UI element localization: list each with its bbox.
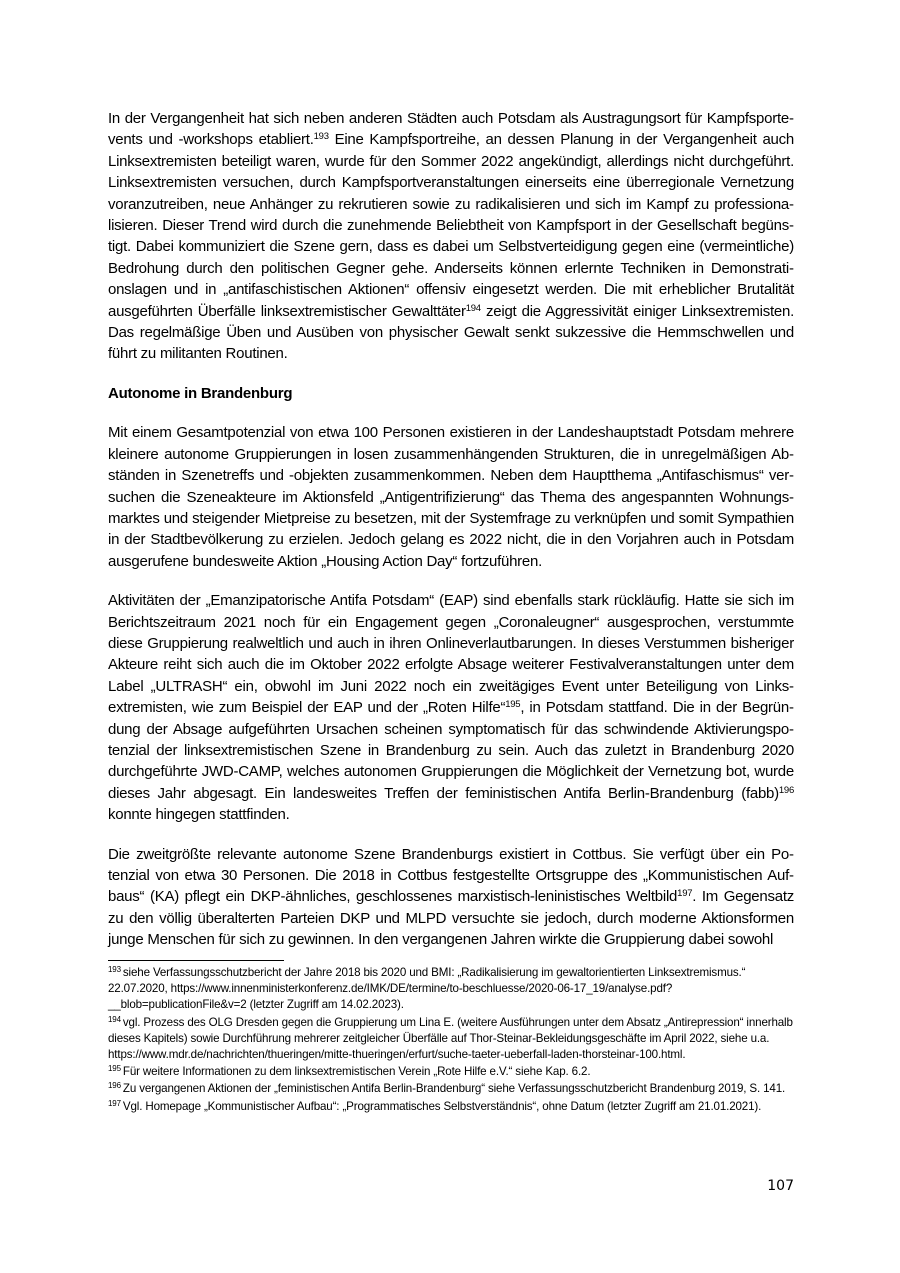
paragraph-text: zeigt die Aggressivität einiger Linksextremisten. Das regelmäßige Üben und Ausüben von physischer Gewalt senkt sukzessive die Hemmschwellen und führt zu militanten Routinen.	[108, 302, 794, 363]
paragraph-3	[108, 590, 794, 825]
footnote-ref-196[interactable]: 196	[778, 784, 794, 796]
paragraph-2: Mit einem Gesamtpotenzial von etwa 100 Personen existieren in der Landeshauptstadt Potsdam mehrere kleinere autonome Gruppierungen in losen zusammenhängenden Strukturen, die in unregelmäßigen Abständen in Szenetreffs und -objekten zusammenkommen. Neben dem Hauptthema „Antifaschismus“ versuchen die Szeneakteure im Aktionsfeld „Antigentrifizierung“ das Thema des angespannten Wohnungsmarktes und steigender Mietpreise zu besetzen, mit der Systemfrage zu verknüpfen und somit Sympathien in der Stadtbevölkerung zu erzielen. Jedoch gelang es 2022 nicht, die in den Vorjahren auch in Potsdam ausgerufene bundesweite Aktion „Housing Action Day“ fortzuführen.	[108, 424, 794, 570]
paragraph-text: konnte hingegen stattfinden.	[108, 806, 290, 824]
footnote-194	[108, 1015, 798, 1064]
footnote-number: 196	[108, 1081, 121, 1091]
paragraph-1	[108, 108, 794, 365]
paragraph-text: , in Potsdam stattfand. Die in der Begründung der Absage aufgeführten Ursachen scheinen symptomatisch für das schwindende Aktivierungspotenzial der linksextremistischen Szene in Brandenburg zu sein. Auch das zuletzt in Brandenburg 2020 durchgeführte JWD-CAMP, welches autonomen Gruppierungen die Möglichkeit der Vernetzung bot, wurde dieses Jahr abgesagt. Ein landesweites Treffen der feministischen Antifa Berlin-Brandenburg (fabb)	[108, 699, 794, 802]
footnote-text: siehe Verfassungsschutzbericht der Jahre 2018 bis 2020 und BMI: „Radikalisierung im gewaltorientierten Linksextremismus.“ 22.07.2020, https://www.innenministerkonferenz.de/IMK/DE/termine/to-beschluesse/2020-06-17_19/analyse.pdf?__blob=publicationFile&v=2 (letzter Zugriff am 14.02.2023).	[108, 966, 746, 1012]
section-heading: Autonome in Brandenburg	[108, 384, 293, 402]
footnote-number: 195	[108, 1064, 121, 1074]
footnote-193	[108, 965, 798, 1014]
footnote-197	[108, 1099, 798, 1115]
paragraph-text: In der Vergangenheit hat sich neben anderen Städten auch Potsdam als Austragungsort für Kampfsportevents und -workshops etabliert.	[108, 110, 794, 149]
paragraph-text: Die zweitgrößte relevante autonome Szene Brandenburgs existiert in Cottbus. Sie verfügt über ein Potenzial von etwa 30 Personen. Die 2018 in Cottbus festgestellte Ortsgruppe des „Kommunistischen Aufbaus“ (KA) pflegt ein DKP-ähnliches, geschlossenes marxistisch-leninistisches Weltbild	[108, 845, 794, 906]
footnote-ref-197[interactable]: 197	[677, 888, 693, 900]
footnote-number: 194	[108, 1014, 121, 1024]
footnote-text: Zu vergangenen Aktionen der „feministischen Antifa Berlin-Brandenburg“ siehe Verfassungsschutzbericht Brandenburg 2019, S. 141.	[122, 1082, 786, 1096]
footnote-text: Vgl. Homepage „Kommunistischer Aufbau“: „Programmatisches Selbstverständnis“, ohne Datum (letzter Zugriff am 21.01.2021).	[122, 1099, 762, 1113]
body-text	[108, 108, 794, 969]
paragraph-text: . Im Gegensatz zu den völlig überalterten Parteien DKP und MLPD versuchte sie jedoch, durch moderne Aktionsformen junge Menschen für sich zu gewinnen. In den vergangenen Jahren wirkte die Gruppierung dabei sowohl	[108, 888, 795, 949]
footnotes	[108, 965, 798, 1116]
footnote-number: 197	[108, 1098, 121, 1108]
footnote-ref-193[interactable]: 193	[313, 131, 329, 143]
footnote-number: 193	[108, 965, 121, 974]
page-number: 107	[767, 1178, 794, 1194]
footnote-text: vgl. Prozess des OLG Dresden gegen die Gruppierung um Lina E. (weitere Ausführungen unter dem Absatz „Antirepression“ innerhalb dieses Kapitels) sowie Durchführung mehrerer zeitgleicher Überfälle auf Thor-Steinar-Bekleidungsgeschäfte im April 2022, siehe u.a. https://www.mdr.de/nachrichten/thueringen/mitte-thueringen/erfurt/suche-taeter-ueberfall-laden-thorsteinar-100.html.	[108, 1015, 793, 1062]
footnote-196	[108, 1081, 798, 1097]
footnote-ref-195[interactable]: 195	[505, 699, 521, 711]
footnote-separator	[108, 960, 284, 961]
footnote-ref-194[interactable]: 194	[465, 302, 481, 314]
paragraph-text: Eine Kampfsportreihe, an dessen Planung in der Vergangenheit auch Linksextremisten beteiligt waren, wurde für den Sommer 2022 angekündigt, allerdings nicht durchgeführt. Linksextremisten versuchen, durch Kampfsportveranstaltungen einerseits eine überregionale Vernetzung voranzutreiben, neue Anhänger zu rekrutieren sowie zu radikalisieren und sich im Kampf zu professionalisieren. Dieser Trend wird durch die zunehmende Beliebtheit von Kampfsport in der Gesellschaft begünstigt. Dabei kommuniziert die Szene gern, dass es dabei um Selbstverteidigung gegen eine (vermeintliche) Bedrohung durch den politischen Gegner gehe. Anderseits können erlernte Techniken in Demonstrationslagen und in „antifaschistischen Aktionen“ offensiv eingesetzt werden. Die mit erheblicher Brutalität ausgeführten Überfälle linksextremistischer Gewalttäter	[108, 131, 794, 320]
paragraph-4	[108, 844, 794, 951]
footnote-text: Für weitere Informationen zu dem linksextremistischen Verein „Rote Hilfe e.V.“ siehe Kap. 6.2.	[122, 1065, 591, 1079]
paragraph-text: Aktivitäten der „Emanzipatorische Antifa Potsdam“ (EAP) sind ebenfalls stark rückläufig. Hatte sie sich im Berichtszeitraum 2021 noch für ein Engagement gegen „Coronaleugner“ ausgesprochen, verstummte diese Gruppierung realweltlich und auch in ihren Onlineverlautbarungen. In dieses Verstummen bisheriger Akteure reiht sich auch die im Oktober 2022 erfolgte Absage weiterer Festivalveranstaltungen unter dem Label „ULTRASH“ ein, obwohl im Juni 2022 noch ein zweitägiges Event unter Beteiligung von Linksextremisten, wie zum Beispiel der EAP und der „Roten Hilfe“	[108, 592, 794, 717]
footnote-195	[108, 1064, 798, 1080]
